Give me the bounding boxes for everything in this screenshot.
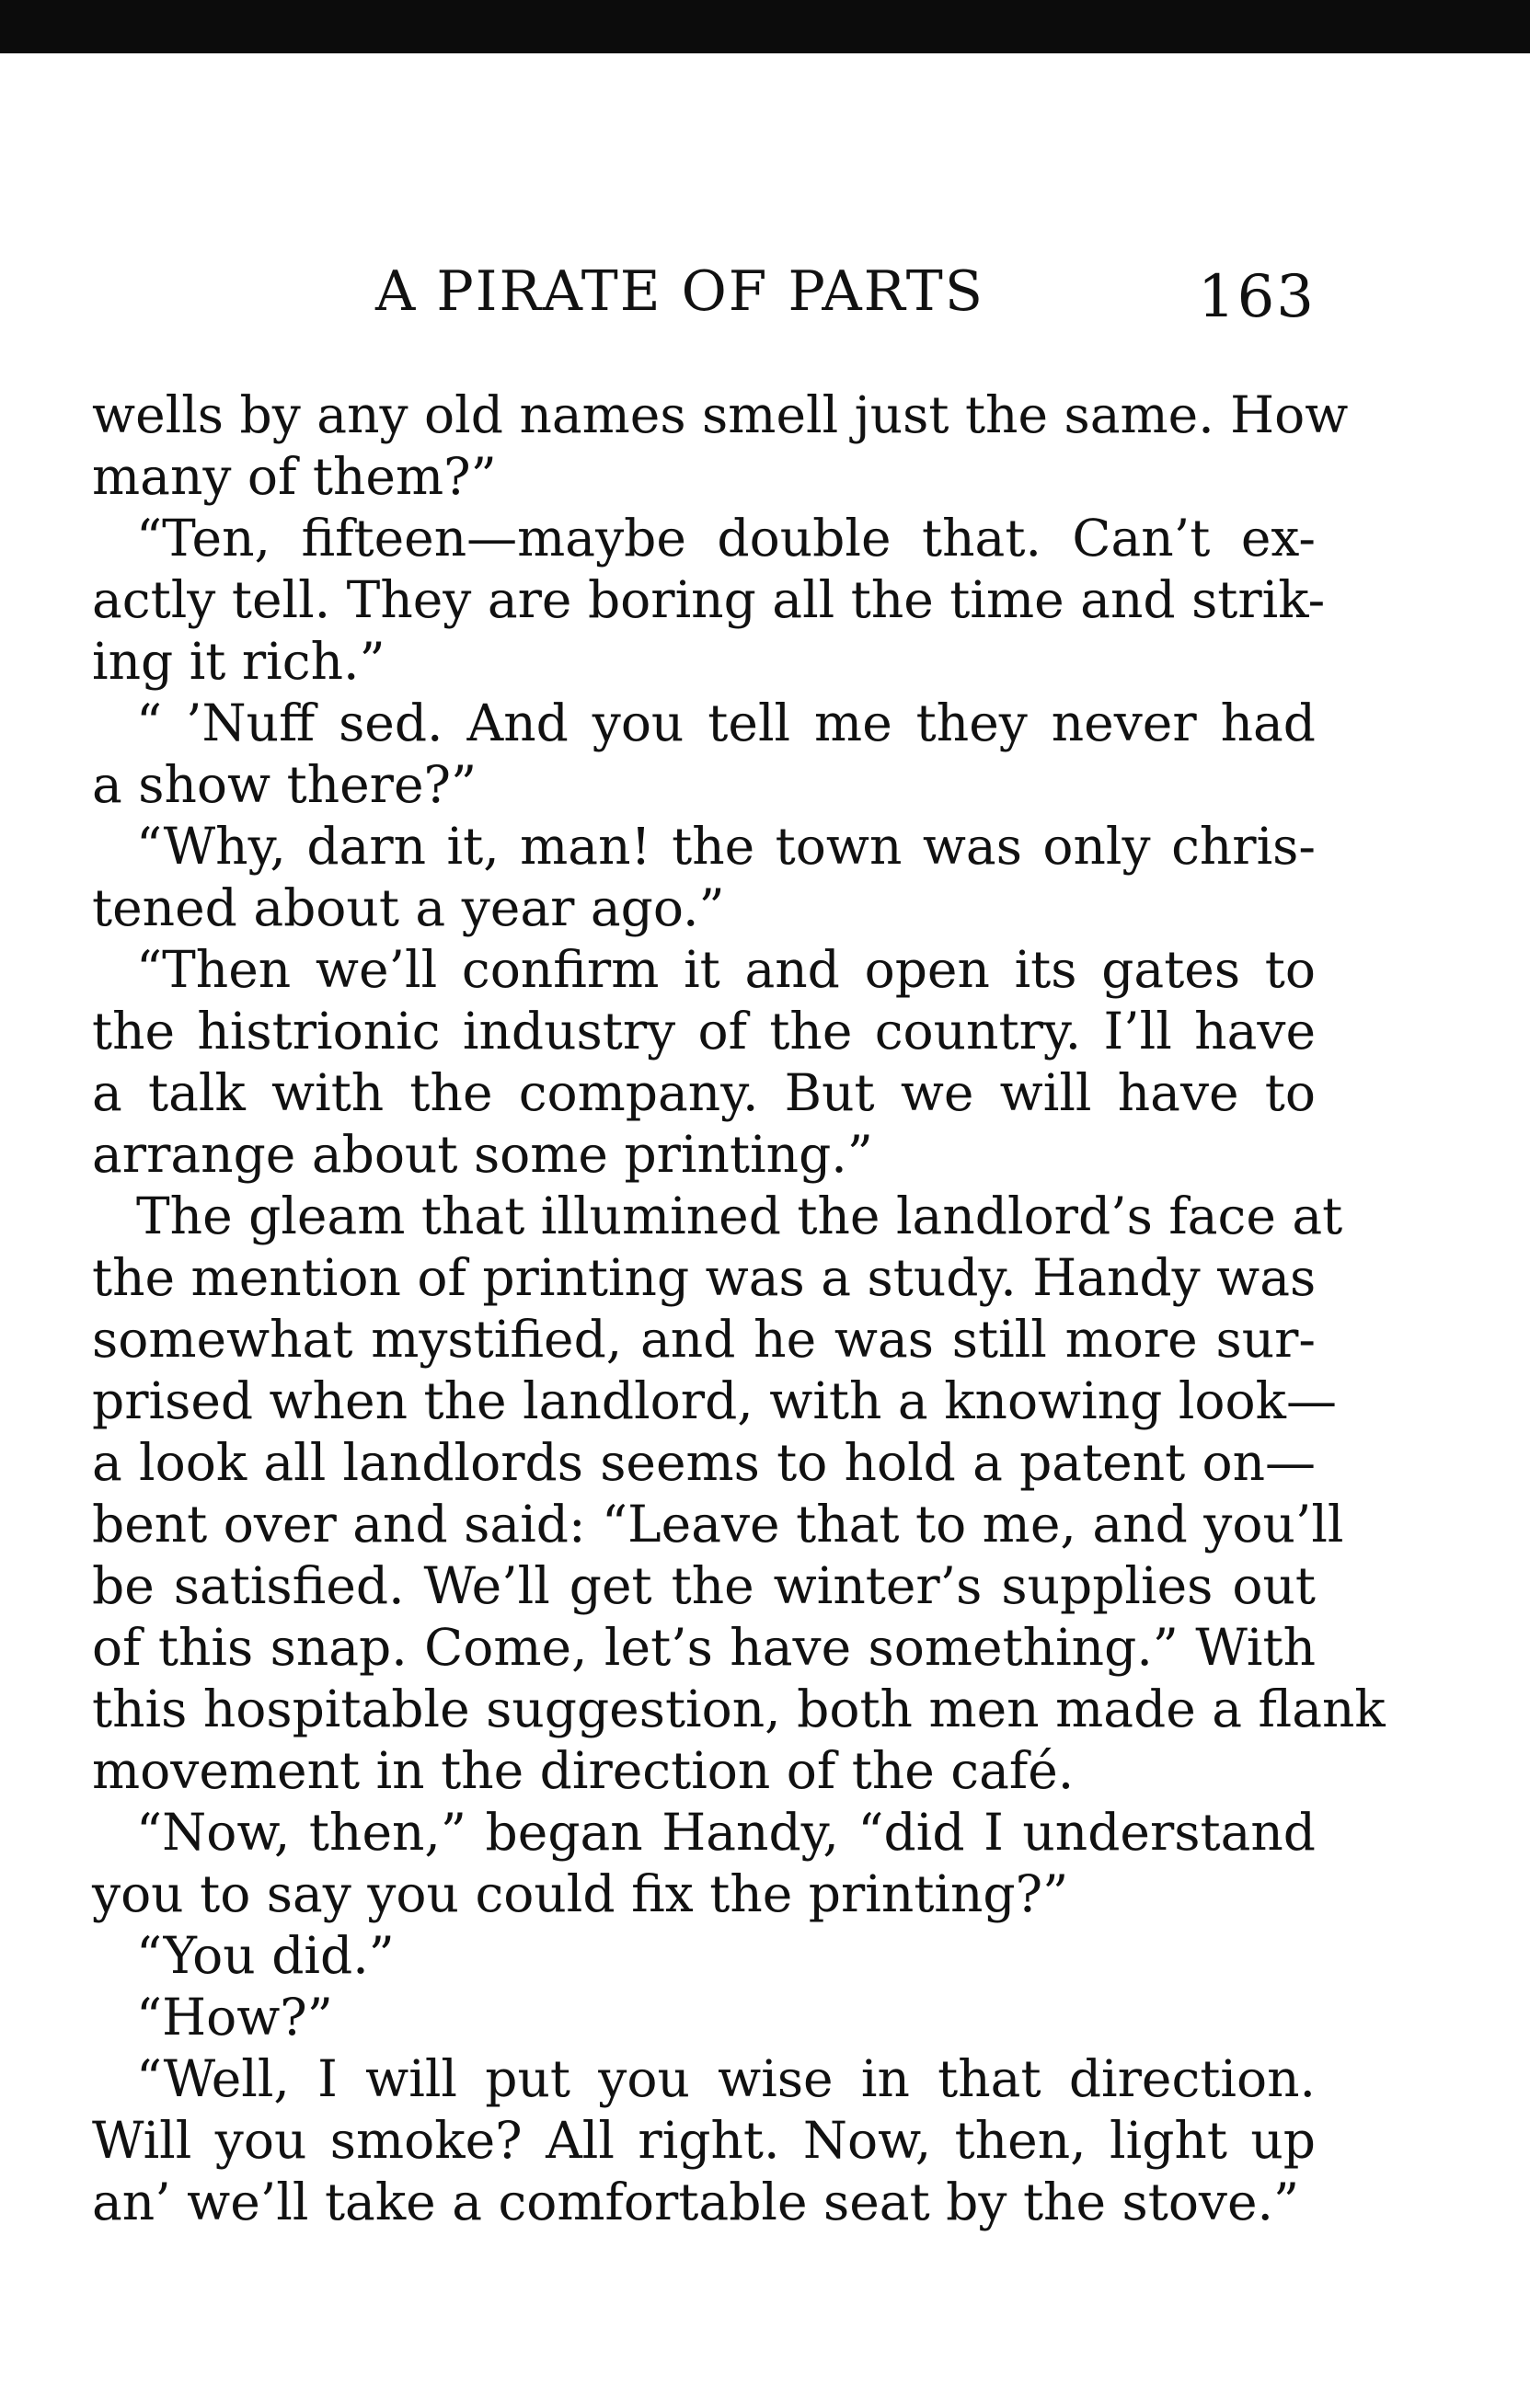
text-line: be satisfied. We’ll get the winter’s supplies out [92, 1556, 1316, 1615]
text-line: prised when the landlord, with a knowing look— [92, 1371, 1337, 1430]
text-line: “How?” [136, 1988, 333, 2047]
scan-top-border [0, 0, 1530, 53]
text-line: actly tell. They are boring all the time and strik- [92, 570, 1326, 629]
text-line: many of them?” [92, 447, 497, 506]
text-line: bent over and said: “Leave that to me, and you’ll [92, 1495, 1344, 1554]
text-line: “Now, then,” began Handy, “did I understand [136, 1803, 1316, 1862]
text-line: movement in the direction of the café. [92, 1741, 1075, 1800]
text-line: a show there?” [92, 755, 477, 814]
text-line: ing it rich.” [92, 632, 385, 691]
text-line: a look all landlords seems to hold a patent on— [92, 1433, 1316, 1492]
text-line: somewhat mystified, and he was still more sur- [92, 1310, 1316, 1369]
text-line: arrange about some printing.” [92, 1125, 873, 1184]
running-head [92, 259, 1316, 333]
text-line: the histrionic industry of the country. I’ll have [92, 1002, 1316, 1061]
text-line: the mention of printing was a study. Handy was [92, 1248, 1317, 1307]
text-line: “Then we’ll confirm it and open its gates to [136, 940, 1316, 999]
text-line: a talk with the company. But we will have to [92, 1063, 1316, 1122]
text-line: you to say you could fix the printing?” [92, 1864, 1069, 1923]
text-line: of this snap. Come, let’s have something.” With [92, 1618, 1316, 1677]
text-line: an’ we’ll take a comfortable seat by the stove.” [92, 2173, 1300, 2231]
running-title: A PIRATE OF PARTS [375, 259, 984, 324]
body-text [92, 384, 1386, 2233]
text-line: The gleam that illumined the landlord’s face at [136, 1187, 1343, 1245]
text-line: this hospitable suggestion, both men made a flank [92, 1680, 1386, 1738]
text-line: “Ten, fifteen—maybe double that. Can’t ex- [136, 509, 1316, 568]
page-number: 163 [1197, 263, 1316, 331]
text-line: “Why, darn it, man! the town was only chris- [136, 817, 1316, 876]
text-line: “ ’Nuff sed. And you tell me they never had [136, 694, 1316, 752]
text-line: wells by any old names smell just the same. How [92, 385, 1349, 444]
text-line: tened about a year ago.” [92, 878, 725, 937]
text-line: Will you smoke? All right. Now, then, light up [92, 2111, 1316, 2170]
text-line: “Well, I will put you wise in that direction. [136, 2049, 1316, 2108]
text-line: “You did.” [136, 1926, 395, 1985]
